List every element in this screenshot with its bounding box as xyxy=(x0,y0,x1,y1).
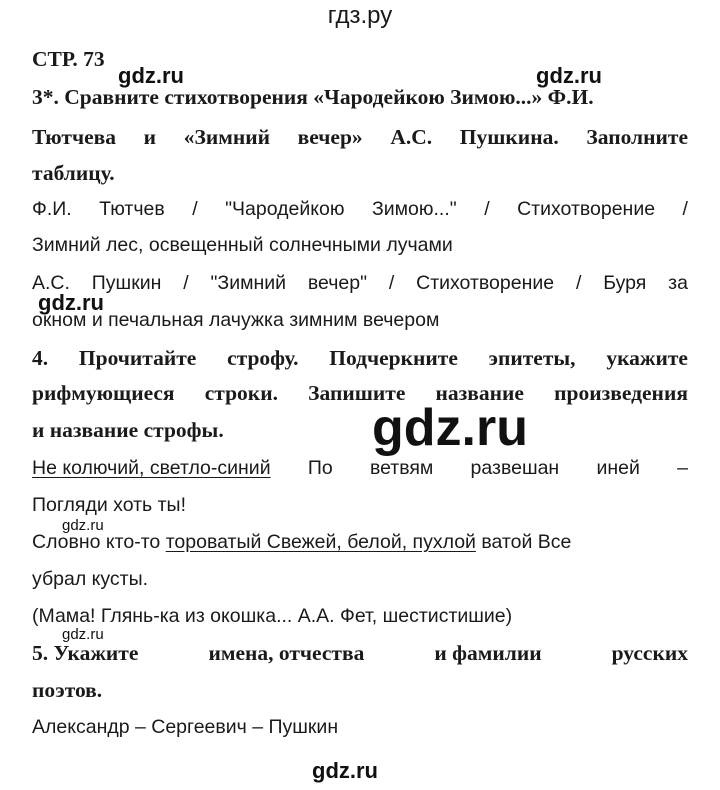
word: вечер" xyxy=(307,272,368,294)
word: Тютчев xyxy=(99,198,165,220)
watermark: gdz.ru xyxy=(62,626,104,643)
task3-answer1-line2: Зимний лес, освещенный солнечными лучами xyxy=(32,234,453,256)
word: имена, отчества xyxy=(208,641,365,665)
word: Ф.И. xyxy=(32,198,72,220)
task5-heading-line1 xyxy=(32,641,688,666)
word: «Зимний xyxy=(183,125,271,149)
watermark: gdz.ru xyxy=(62,517,104,534)
word: / xyxy=(388,272,395,294)
task4-answer-line3 xyxy=(32,531,571,554)
word: / xyxy=(575,272,582,294)
word: рифмующиеся xyxy=(32,381,175,405)
task3-heading-line2 xyxy=(32,125,688,150)
word: и xyxy=(143,125,157,149)
page-label: СТР. 73 xyxy=(32,47,105,71)
site-header: гдз.ру xyxy=(327,2,393,29)
word: Пушкина. xyxy=(459,125,559,149)
word: строфу. xyxy=(227,346,299,370)
task5-heading-line2: поэтов. xyxy=(32,678,103,702)
word: русских xyxy=(611,641,688,665)
word: Подчеркните xyxy=(329,346,458,370)
word: / xyxy=(183,272,189,294)
word: вечер» xyxy=(297,125,363,149)
word: Прочитайте xyxy=(78,346,197,370)
word: "Зимний xyxy=(210,272,287,294)
word: Заполните xyxy=(586,125,688,149)
word: Буря xyxy=(603,272,647,294)
word: 4. xyxy=(32,346,49,370)
word: развешан xyxy=(470,457,560,479)
task3-answer2-line2: окном и печальная лачужка зимним вечером xyxy=(32,309,440,331)
task4-answer-line5: (Мама! Глянь-ка из окошка... А.А. Фет, шестистишие) xyxy=(32,605,513,627)
task4-answer-line2: Погляди хоть ты! xyxy=(32,494,186,516)
watermark: gdz.ru xyxy=(118,63,184,88)
word: название xyxy=(435,381,524,405)
word: – xyxy=(677,457,688,479)
watermark: gdz.ru xyxy=(536,63,602,88)
task4-answer-line1 xyxy=(32,457,688,480)
word: / xyxy=(682,198,688,220)
word: / xyxy=(484,198,490,220)
watermark: gdz.ru xyxy=(312,758,378,783)
word: По xyxy=(307,457,333,479)
word: Стихотворение xyxy=(517,198,656,220)
word: А.С. xyxy=(32,272,70,294)
word: Пушкин xyxy=(91,272,162,294)
word: произведения xyxy=(554,381,688,405)
word: / xyxy=(192,198,198,220)
watermark: gdz.ru xyxy=(372,399,528,457)
word: укажите xyxy=(606,346,688,370)
word: за xyxy=(668,272,688,294)
task4-heading-line2 xyxy=(32,381,688,406)
task5-answer: Александр – Сергеевич – Пушкин xyxy=(32,716,339,738)
word: 5. Укажите xyxy=(32,641,139,665)
underlined-epithet: тороватый Свежей, белой, пухлой xyxy=(165,531,476,553)
word: Запишите xyxy=(308,381,406,405)
word: ветвям xyxy=(369,457,434,479)
word: А.С. xyxy=(390,125,433,149)
task4-answer-line4: убрал кусты. xyxy=(32,568,149,590)
task3-heading-line3: таблицу. xyxy=(32,161,115,185)
task4-heading-line3: и название строфы. xyxy=(32,418,224,442)
word: и фамилии xyxy=(434,641,542,665)
word: строки. xyxy=(204,381,278,405)
text-segment: ватой Все xyxy=(475,531,572,553)
word: иней xyxy=(596,457,640,479)
text-segment: Словно кто-то xyxy=(32,531,166,553)
watermark: gdz.ru xyxy=(38,290,104,315)
task4-heading-line1 xyxy=(32,346,688,371)
task3-answer1-line1 xyxy=(32,198,688,221)
task3-answer2-line1 xyxy=(32,272,688,295)
word: Зимою..." xyxy=(371,198,457,220)
underlined-epithet: Не колючий, светло-синий xyxy=(32,457,271,479)
task3-heading-line1: 3*. Сравните стихотворения «Чародейкою Зимою...» Ф.И. xyxy=(32,85,594,109)
word: Стихотворение xyxy=(416,272,555,294)
word: эпитеты, xyxy=(488,346,576,370)
word: Тютчева xyxy=(32,125,117,149)
word: "Чародейкою xyxy=(225,198,345,220)
